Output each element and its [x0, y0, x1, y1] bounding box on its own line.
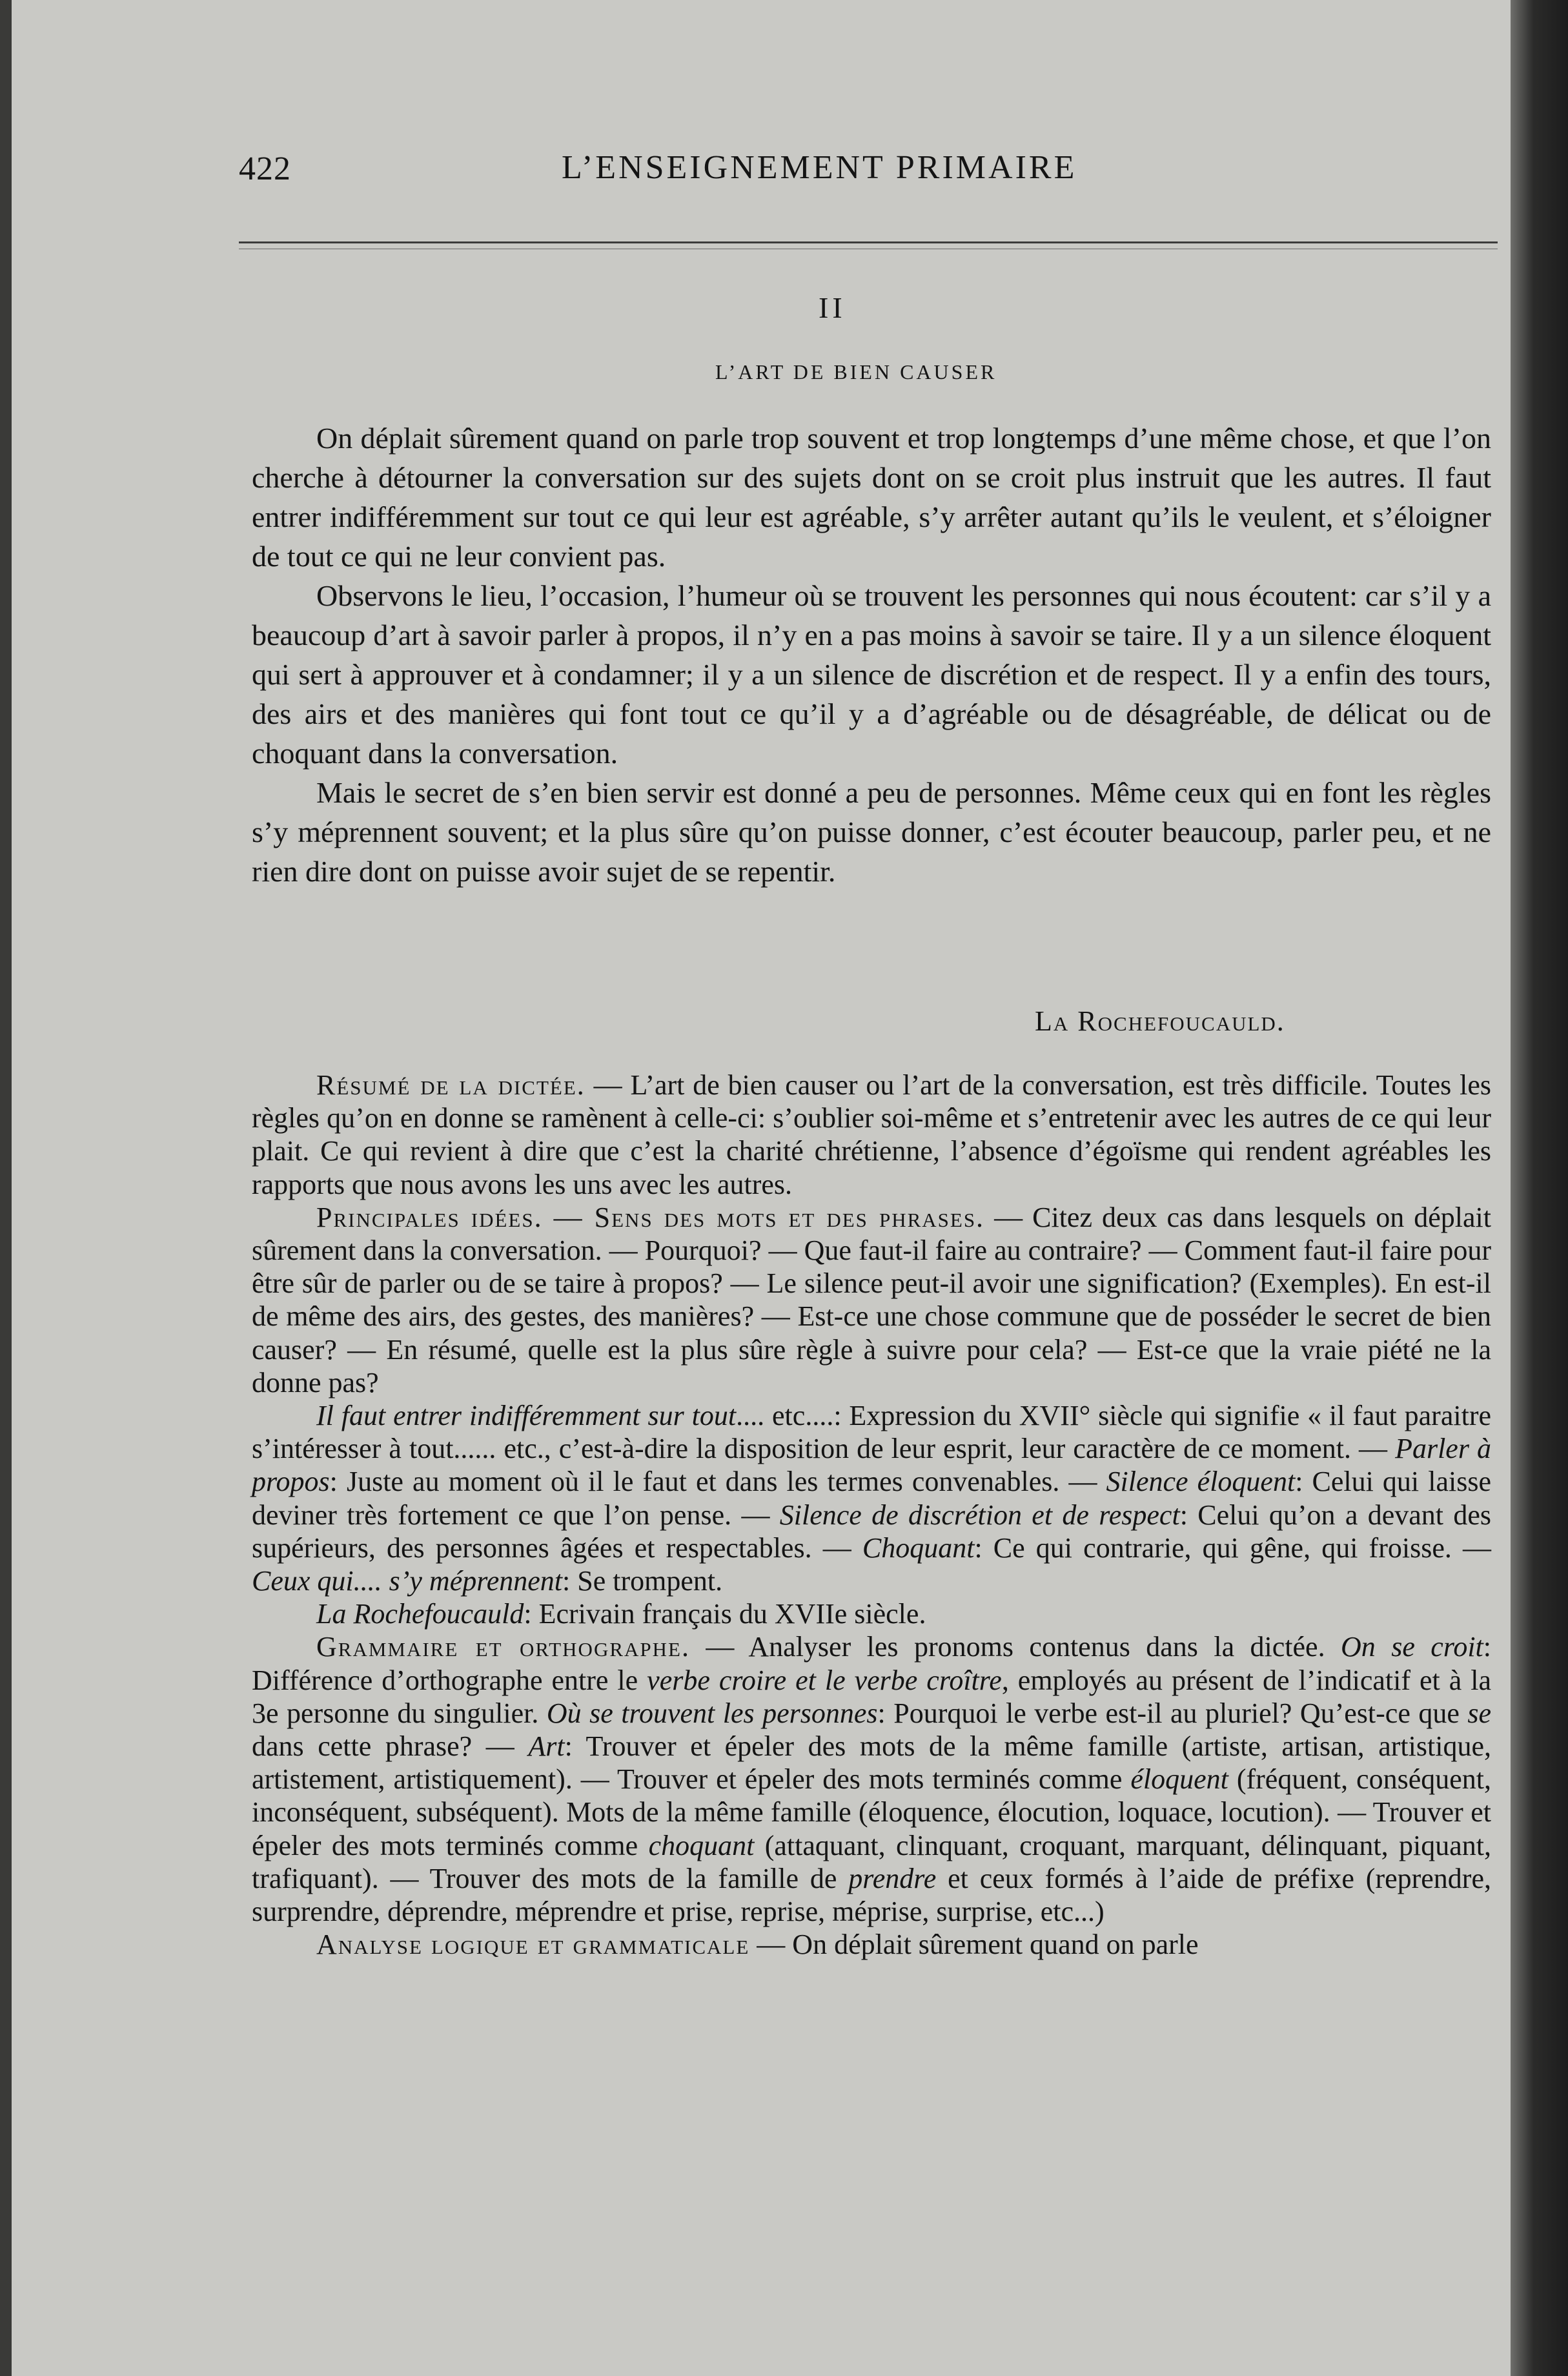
page-number: 422: [239, 150, 291, 187]
note-term: Il faut entrer indifféremment sur tout: [316, 1400, 737, 1432]
note-text: (fréquent, conséquent, inconséquent, subséquent). Mots de la même famille (éloquence, élocution, loquace, locution). — Trouver et épeler des mots terminés comme: [252, 1763, 1491, 1861]
page-header: [239, 150, 1498, 195]
note-text: : Ce qui contrarie, qui gêne, qui froisse. —: [974, 1531, 1492, 1564]
note-idees: [252, 1201, 1491, 1399]
note-text: : Se trompent.: [562, 1565, 723, 1597]
note-text: : Celui qu’on a devant des supérieurs, des personnes âgées et respectables. —: [252, 1499, 1491, 1564]
note-text: — On déplait sûrement quand on parle: [749, 1929, 1199, 1961]
note-resume: [252, 1069, 1491, 1201]
note-text: et ceux formés à l’aide de préfixe (reprendre, surprendre, déprendre, méprendre et prise, reprise, méprise, surprise, etc...): [252, 1862, 1491, 1928]
note-term: se: [1467, 1697, 1492, 1729]
note-label: Résumé de la dictée.: [316, 1069, 585, 1101]
note-text: : Pourquoi le verbe est-il au pluriel? Qu’est-ce que: [877, 1697, 1468, 1729]
section-number: II: [819, 291, 846, 324]
book-page: [12, 0, 1529, 2376]
paragraph-1: On déplait sûrement quand on parle trop souvent et trop longtemps d’une même chose, et que l’on cherche à détourner la conversation sur des sujets dont on se croit plus instruit que les autres. Il faut entrer indifféremment sur tout ce qui leur est agréable, s’y arrêter autant qu’ils le veulent, et s’éloigner de tout ce qui ne leur convient pas.: [252, 422, 1491, 573]
note-text: — Citez deux cas dans lesquels on déplait sûrement dans la conversation. — Pourquoi? — Que faut-il faire au contraire? — Comment faut-il faire pour être sûr de parler ou de se taire à propos? — Le silence peut-il avoir une signification? (Exemples). En est-il de même des airs, des gestes, des manières? — Est-ce une chose commune que de posséder le secret de bien causer? — En résumé, quelle est la plus sûre règle à suivre pour cela? — Est-ce que la vraie piété ne la donne pas?: [252, 1201, 1491, 1398]
lesson-notes: [252, 1069, 1491, 1961]
note-text: : Juste au moment où il le faut et dans les termes convenables. —: [329, 1466, 1106, 1498]
note-term: Choquant: [862, 1531, 975, 1564]
note-grammaire: [252, 1630, 1491, 1928]
note-term: Ceux qui.... s’y méprennent: [252, 1565, 563, 1597]
paragraph-3: Mais le secret de s’en bien servir est donné a peu de personnes. Même ceux qui en font les règles s’y méprennent souvent; et la plus sûre qu’on puisse donner, c’est écouter beaucoup, parler peu, et ne rien dire dont on puisse avoir sujet de se repentir.: [252, 776, 1491, 888]
note-text: — Analyser les pronoms contenus dans la dictée.: [689, 1631, 1341, 1663]
paragraph-2: Observons le lieu, l’occasion, l’humeur où se trouvent les personnes qui nous écoutent: car s’il y a beaucoup d’art à savoir parler à propos, il n’y en a pas moins à savoir se taire. Il y a un silence éloquent qui sert à approuver et à condamner; il y a un silence de discrétion et de respect. Il y a enfin des tours, des airs et des manières qui font tout ce qu’il y a d’agréable ou de désagréable, de délicat ou de choquant dans la conversation.: [252, 579, 1491, 770]
note-term: verbe croire et le verbe croître: [647, 1664, 1002, 1696]
note-term: prendre: [848, 1862, 937, 1894]
note-label: Grammaire et orthographe.: [316, 1631, 690, 1663]
note-vocabulary: [252, 1399, 1491, 1597]
note-author: [252, 1597, 1491, 1630]
section-title: L’ART DE BIEN CAUSER: [715, 360, 997, 384]
note-text: : Différence d’orthographe entre le: [252, 1631, 1491, 1696]
note-label: Principales idées. — Sens des mots et des phrases.: [316, 1201, 985, 1233]
author-signature: La Rochefoucauld.: [1035, 1005, 1285, 1037]
note-text: — L’art de bien causer ou l’art de la conversation, est très difficile. Toutes les règles qu’on en donne se ramènent à celle-ci: s’oublier soi-même et s’entretenir avec les autres de ce qui leur plait. Ce qui revient à dire que c’est la charité chrétienne, l’absence d’égoïsme qui rendent agréables les rapports que nous avons les uns avec les autres.: [252, 1069, 1491, 1200]
note-term: Silence de discrétion et de respect: [779, 1499, 1180, 1531]
running-title: L’ENSEIGNEMENT PRIMAIRE: [562, 149, 1077, 186]
note-text: : Celui qui laisse deviner très fortement ce que l’on pense. —: [252, 1466, 1491, 1531]
note-text: (attaquant, clinquant, croquant, marquant, délinquant, piquant, trafiquant). — Trouver des mots de la famille de: [252, 1829, 1491, 1894]
note-text: , employés au présent de l’indicatif et à la 3e personne du singulier.: [252, 1664, 1491, 1729]
note-text: .... etc....: Expression du XVII° siècle qui signifie « il faut paraitre s’intéresser à tout...... etc., c’est-à-dire la disposition de leur esprit, leur caractère de ce moment. —: [252, 1400, 1491, 1465]
note-term: choquant: [648, 1829, 755, 1861]
header-rule: [239, 241, 1498, 243]
note-text: dans cette phrase? —: [252, 1730, 529, 1763]
note-term: Où se trouvent les personnes: [546, 1697, 878, 1729]
note-text: : Trouver et épeler des mots de la même famille (artiste, artisan, artistique, artistement, artistiquement). — Trouver et épeler des mots terminés comme: [252, 1730, 1491, 1796]
note-label: Analyse logique et grammaticale: [316, 1929, 750, 1961]
note-term: éloquent: [1130, 1763, 1228, 1796]
note-text: : Ecrivain français du XVIIe siècle.: [524, 1598, 926, 1630]
dictation-text: [252, 418, 1491, 891]
note-analyse: [252, 1928, 1491, 1961]
note-term: Art: [528, 1730, 565, 1763]
note-term: On se croit: [1341, 1631, 1483, 1663]
note-term: Parler à propos: [252, 1433, 1491, 1498]
note-term: La Rochefoucauld: [316, 1598, 524, 1630]
note-term: Silence éloquent: [1106, 1466, 1296, 1498]
page-edge-shadow: [1511, 0, 1568, 2376]
